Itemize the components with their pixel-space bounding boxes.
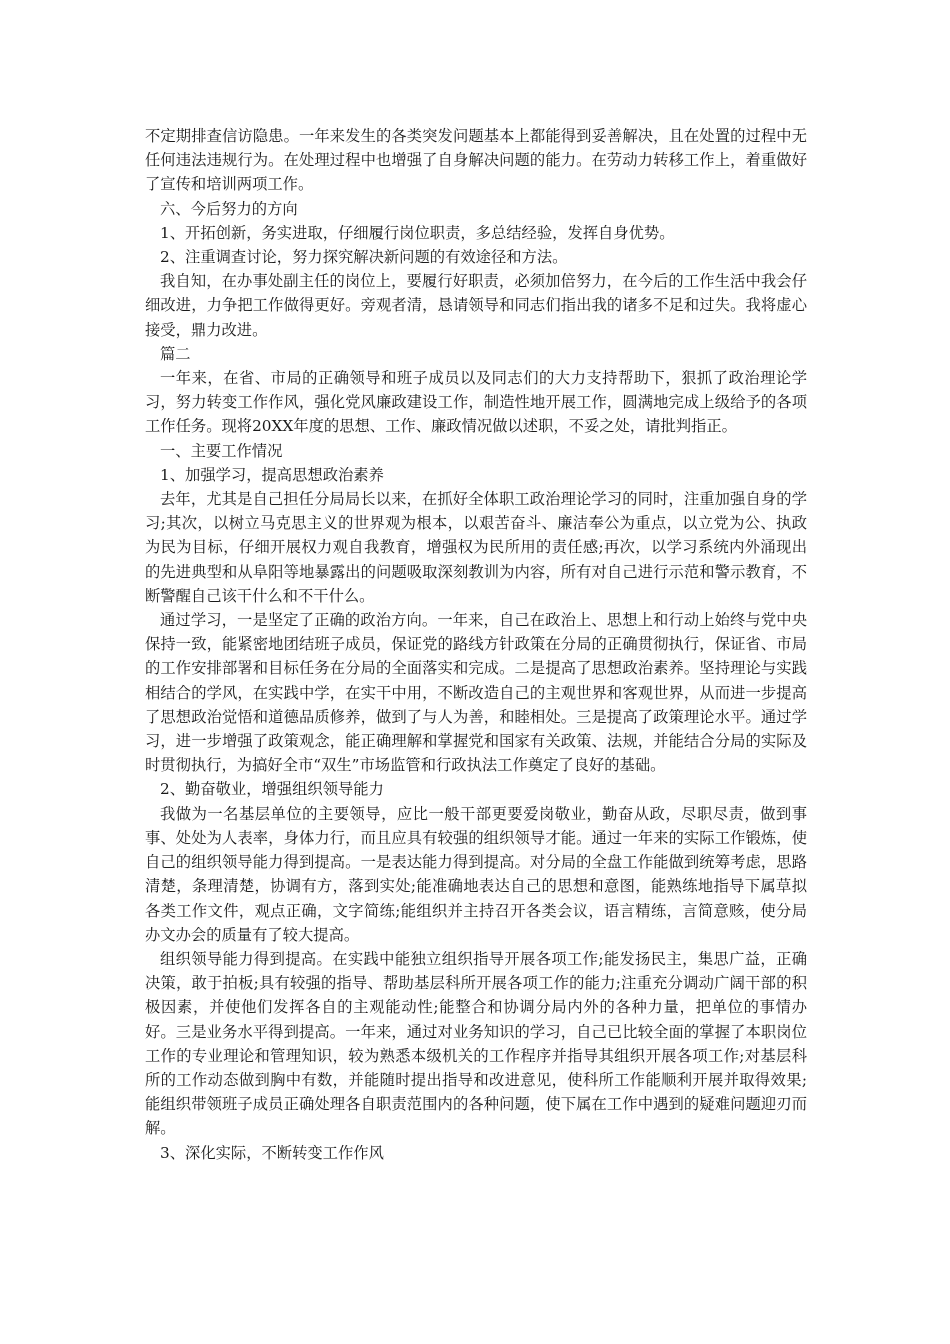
paragraph-continuation: 不定期排查信访隐患。一年来发生的各类突发问题基本上都能得到妥善解决，且在处置的过程中无任何违法违规行为。在处理过程中也增强了自身解决问题的能力。在劳动力转移工作上，着重做好了宣传和培训两项工作。	[145, 127, 807, 194]
paragraph-intro: 一年来，在省、市局的正确领导和班子成员以及同志们的大力支持帮助下，狠抓了政治理论学习，努力转变工作作风，强化党风廉政建设工作，制造性地开展工作，圆满地完成上级给予的各项工作任务。现将20XX年度的思想、工作、廉政情况做以述职，不妥之处，请批判指正。	[145, 369, 807, 436]
section-heading-main-work: 一、主要工作情况	[160, 441, 283, 460]
paragraph-study-results: 通过学习，一是坚定了正确的政治方向。一年来，自己在政治上、思想上和行动上始终与党中央保持一致，能紧密地团结班子成员，保证党的路线方针政策在分局的正确贯彻执行，保证省、市局的工作安排部署和目标任务在分局的全面落实和完成。二是提高了思想政治素养。坚持理论与实践相结合的学风，在实践中学，在实干中用，不断改造自己的主观世界和客观世界，从而进一步提高了思想政治觉悟和道德品质修养，做到了与人为善，和睦相处。三是提高了政策理论水平。通过学习，进一步增强了政策观念，能正确理解和掌握党和国家有关政策、法规，并能结合分局的实际及时贯彻执行，为搞好全市“双生”市场监管和行政执法工作奠定了良好的基础。	[145, 611, 807, 775]
part-heading-two: 篇二	[160, 344, 191, 363]
section-heading-future-direction: 六、今后努力的方向	[160, 199, 298, 218]
paragraph-leadership: 我做为一名基层单位的主要领导，应比一般干部更要爱岗敬业，勤奋从政，尽职尽责，做到事事、处处为人表率，身体力行，而且应具有较强的组织领导才能。通过一年来的实际工作锻炼，使自己的组织领导能力得到提高。一是表达能力得到提高。对分局的全盘工作能做到统筹考虑，思路清楚，条理清楚，协调有方，落到实处;能准确地表达自己的思想和意图，能熟练地指导下属草拟各类工作文件，观点正确，文字简练;能组织并主持召开各类会议，语言精练，言简意赅，使分局办文办会的质量有了较大提高。	[145, 804, 807, 944]
subheading-leadership: 2、勤奋敬业，增强组织领导能力	[160, 780, 384, 799]
paragraph-self-reflection: 我自知，在办事处副主任的岗位上，要履行好职责，必须加倍努力，在今后的工作生活中我会仔细改进，力争把工作做得更好。旁观者清，恳请领导和同志们指出我的诸多不足和过失。我将虚心接受，鼎力改进。	[145, 272, 807, 339]
document-body	[145, 124, 807, 1165]
paragraph-organization: 组织领导能力得到提高。在实践中能独立组织指导开展各项工作;能发扬民主，集思广益，正确决策，敢于拍板;具有较强的指导、帮助基层科所开展各项工作的能力;注重充分调动广阔干部的积极因素，并使他们发挥各自的主观能动性;能整合和协调分局内外的各种力量，把单位的事情办好。三是业务水平得到提高。一年来，通过对业务知识的学习，自己已比较全面的掌握了本职岗位工作的专业理论和管理知识，较为熟悉本级机关的工作程序并指导其组织开展各项工作;对基层科所的工作动态做到胸中有数，并能随时提出指导和改进意见，使科所工作能顺利开展并取得效果;能组织带领班子成员正确处理各自职责范围内的各种问题，使下属在工作中遇到的疑难问题迎刃而解。	[145, 949, 807, 1138]
subheading-study: 1、加强学习，提高思想政治素养	[160, 465, 384, 484]
paragraph-study: 去年，尤其是自己担任分局局长以来，在抓好全体职工政治理论学习的同时，注重加强自身的学习;其次，以树立马克思主义的世界观为根本，以艰苦奋斗、廉洁奉公为重点，以立党为公、执政为民为目标，仔细开展权力观自我教育，增强权为民所用的责任感;再次，以学习系统内外涌现出的先进典型和从阜阳等地暴露出的问题吸取深刻教训为内容，所有对自己进行示范和警示教育，不断警醒自己该干什么和不干什么。	[145, 490, 807, 605]
list-item-1: 1、开拓创新，务实进取，仔细履行岗位职责，多总结经验，发挥自身优势。	[160, 223, 675, 242]
list-item-2: 2、注重调查讨论，努力探究解决新问题的有效途径和方法。	[160, 248, 568, 267]
subheading-work-style: 3、深化实际，不断转变工作作风	[160, 1143, 384, 1162]
